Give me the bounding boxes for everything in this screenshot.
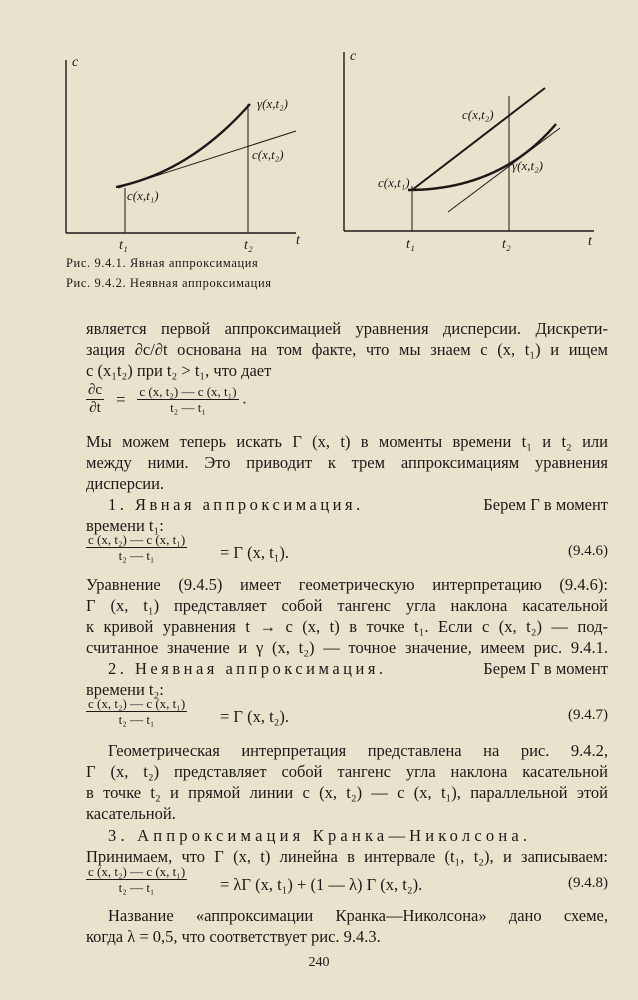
frac-denominator: t₂ — t₁: [118, 712, 155, 727]
derivative-fraction: [86, 382, 104, 417]
equation-rhs: = λΓ (x, t₁) + (1 — λ) Γ (x, t₂).: [220, 875, 423, 894]
text-line: в точке t₂ и прямой линии c (x, t₂) — c (x, t₁), параллельной этой: [86, 783, 608, 802]
frac-numerator: c (x, t₂) — c (x, t₁): [139, 384, 237, 399]
text-line: дисперсии.: [86, 474, 165, 493]
text-line: Мы можем теперь искать Γ (x, t) в моменты времени t₁ и t₂ или: [86, 432, 608, 451]
section-title: 3. Аппроксимация Кранка—Николсона.: [108, 826, 532, 845]
equation-rhs: = Γ (x, t₂).: [220, 707, 290, 726]
section-text: Берем Γ в момент: [483, 495, 608, 514]
equation-number: (9.4.7): [568, 707, 608, 723]
frac-numerator: ∂c: [88, 382, 103, 398]
right-tick-t2: t₂: [502, 237, 511, 252]
right-axis-y-label: c: [350, 49, 357, 64]
right-exact-curve: [408, 124, 556, 190]
right-secant-line: [412, 88, 545, 190]
caption-figure-9-4-2: Рис. 9.4.2. Неявная аппроксимация: [66, 276, 272, 290]
text-line: времени t₁:: [86, 516, 164, 535]
section-title: 2. Неявная аппроксимация.: [108, 659, 387, 678]
section-crank-nicolson-heading: [108, 825, 608, 846]
text-line: времени t₂:: [86, 680, 164, 699]
text-line: зация ∂c/∂t основана на том факте, что мы знаем c (x, t₁) и ищем: [86, 340, 608, 359]
text-line: Γ (x, t₁) представляет собой тангенс угла наклона касательной: [86, 596, 608, 615]
right-tick-t1: t₁: [406, 237, 415, 252]
equation-number: (9.4.6): [568, 543, 608, 559]
equation-9-4-7: [86, 696, 608, 736]
right-label-c2: c(x,t₂): [462, 107, 494, 122]
frac-denominator: ∂t: [89, 400, 101, 416]
left-axis-y-label: c: [72, 55, 79, 70]
frac-numerator: c (x, t₂) — c (x, t₁): [88, 696, 186, 711]
equation-derivative: $\frac{\partial c}{\partial t}$ = $\frac{\text{c (x, t₂) — c (x, t₁)}}{\text{t₂ — t₁}}$ .: [88, 382, 247, 416]
left-label-c2: c(x,t₂): [252, 147, 284, 162]
figure-implicit: [344, 49, 594, 252]
text-line: Γ (x, t₂) представляет собой тангенс угла наклона касательной: [86, 762, 608, 781]
text-line: Принимаем, что Γ (x, t) линейна в интервале (t₁, t₂), и записываем:: [86, 847, 608, 866]
frac-denominator: t₂ — t₁: [118, 880, 155, 895]
figure-explicit: [66, 55, 301, 253]
text-line: к кривой уравнения t → c (x, t) в точке t₁. Если c (x, t₂) — под-: [86, 617, 608, 636]
page-number: 240: [308, 955, 330, 970]
text-line: касательной.: [86, 804, 176, 823]
difference-fraction: [137, 384, 238, 415]
text-line: когда λ = 0,5, что соответствует рис. 9.4.3.: [86, 927, 381, 946]
right-axis-x-label: t: [588, 234, 592, 249]
frac-numerator: c (x, t₂) — c (x, t₁): [88, 532, 186, 547]
equation-9-4-6: [86, 532, 608, 572]
text-line: между ними. Это приводит к трем аппроксимациям уравнения: [86, 453, 608, 472]
right-label-c1: c(x,t₁): [378, 175, 410, 190]
text-line: Геометрическая интерпретация представлена на рис. 9.4.2,: [108, 741, 608, 760]
equation-fraction: [86, 696, 187, 727]
frac-numerator: c (x, t₂) — c (x, t₁): [88, 864, 186, 879]
text-line: c (x₁t₂) при t₂ > t₁, что дает: [86, 361, 272, 380]
right-label-gamma: γ(x,t₂): [512, 158, 543, 173]
text-line: считанное значение и γ (x, t₂) — точное значение, имеем рис. 9.4.1.: [86, 638, 608, 657]
left-label-c1: c(x,t₁): [127, 188, 159, 203]
caption-figure-9-4-1: Рис. 9.4.1. Явная аппроксимация: [66, 256, 259, 270]
text-line: является первой аппроксимацией уравнения дисперсии. Дискрети-: [86, 319, 608, 338]
section-text: Берем Γ в момент: [483, 659, 608, 678]
equation-fraction: [86, 864, 187, 895]
equation-rhs: = Γ (x, t₁).: [220, 543, 290, 562]
section-explicit-heading: [108, 494, 608, 515]
text-line: Уравнение (9.4.5) имеет геометрическую интерпретацию (9.4.6):: [86, 575, 608, 594]
frac-denominator: t₂ — t₁: [170, 400, 206, 415]
section-title: 1. Явная аппроксимация.: [108, 495, 364, 514]
equation-fraction: [86, 532, 187, 563]
left-exact-curve: [116, 104, 250, 187]
text-line: Название «аппроксимации Кранка—Николсона» дано схеме,: [108, 906, 608, 925]
frac-denominator: t₂ — t₁: [118, 548, 155, 563]
equation-9-4-8: [86, 864, 608, 904]
left-tick-t2: t₂: [244, 238, 253, 253]
right-tangent-line: [448, 128, 560, 212]
figures: [0, 0, 638, 260]
equation-number: (9.4.8): [568, 875, 608, 891]
section-implicit-heading: [108, 658, 608, 679]
left-tick-t1: t₁: [119, 238, 128, 253]
left-label-gamma: γ(x,t₂): [257, 96, 288, 111]
left-axis-x-label: t: [296, 233, 300, 248]
